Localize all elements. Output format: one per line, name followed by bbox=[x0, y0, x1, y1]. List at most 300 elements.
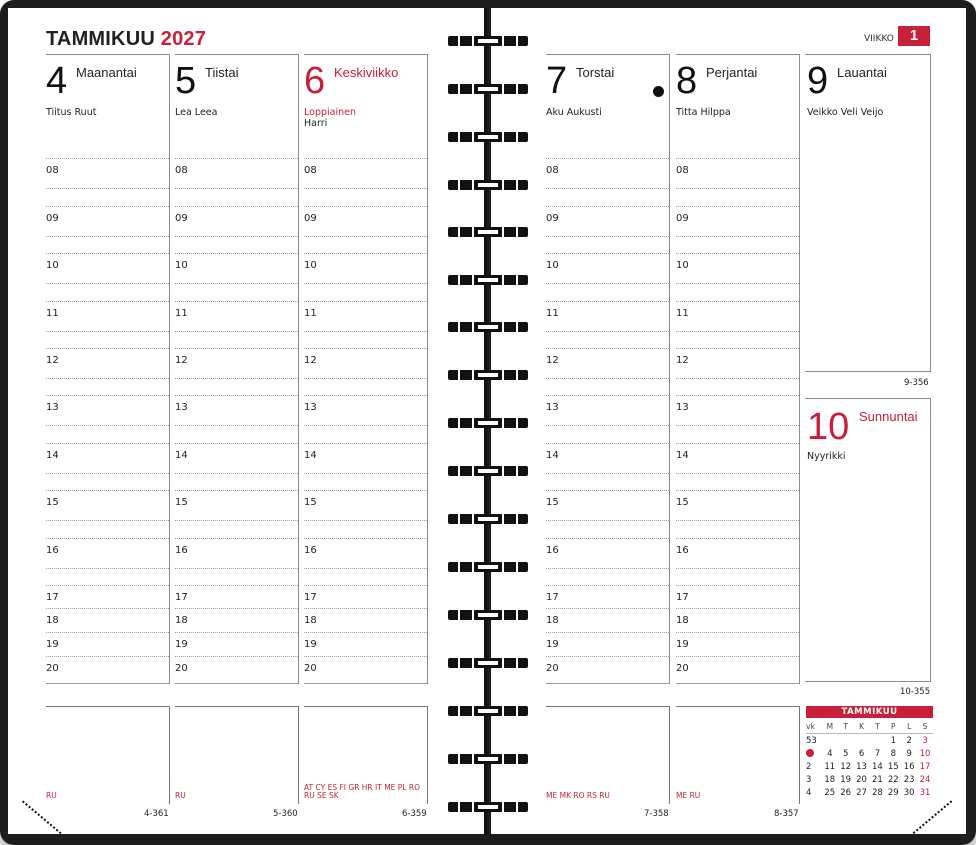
half-hour-divider bbox=[546, 331, 669, 332]
half-hour-divider bbox=[676, 473, 799, 474]
mini-calendar-title: TAMMIKUU bbox=[806, 706, 933, 718]
hour-divider bbox=[546, 490, 669, 491]
hour-divider bbox=[546, 158, 669, 159]
mini-calendar-week-row bbox=[806, 734, 933, 748]
hour-label: 16 bbox=[304, 545, 317, 556]
mini-calendar-cell: 3 bbox=[922, 735, 928, 746]
hour-divider bbox=[46, 301, 169, 302]
hour-divider bbox=[175, 490, 298, 491]
day-of-year-count: 7-358 bbox=[644, 809, 669, 819]
hour-divider bbox=[304, 585, 427, 586]
spiral-ring bbox=[448, 554, 528, 580]
mini-calendar-cell: 7 bbox=[874, 748, 881, 759]
hour-divider bbox=[304, 656, 427, 657]
hour-divider bbox=[175, 656, 298, 657]
mini-calendar-cell: 21 bbox=[872, 774, 883, 785]
half-hour-divider bbox=[46, 520, 169, 521]
mini-calendar-cell: 14 bbox=[872, 761, 883, 772]
column-bottom-line bbox=[46, 683, 169, 684]
spiral-ring bbox=[448, 794, 528, 820]
day-number: 7 bbox=[546, 60, 568, 102]
hour-label: 10 bbox=[175, 260, 188, 271]
hour-label: 13 bbox=[676, 402, 689, 413]
hour-label: 19 bbox=[304, 639, 317, 650]
hour-divider bbox=[676, 490, 799, 491]
spiral-ring bbox=[448, 172, 528, 198]
day-column[interactable] bbox=[46, 54, 170, 684]
half-hour-divider bbox=[46, 188, 169, 189]
spiral-ring bbox=[448, 602, 528, 628]
name-day-text: Aku Aukusti bbox=[546, 107, 602, 118]
spiral-ring bbox=[448, 314, 528, 340]
hour-label: 12 bbox=[676, 355, 689, 366]
hour-divider bbox=[304, 443, 427, 444]
hour-label: 15 bbox=[46, 497, 59, 508]
hour-label: 08 bbox=[46, 165, 59, 176]
half-hour-divider bbox=[676, 188, 799, 189]
mini-calendar-week-row bbox=[806, 760, 933, 773]
spiral-ring bbox=[448, 219, 528, 245]
spiral-ring bbox=[448, 650, 528, 676]
month-year: 2027 bbox=[160, 28, 207, 50]
mini-calendar-cell bbox=[838, 734, 854, 748]
mini-calendar-grid bbox=[806, 720, 933, 799]
sunday-namedays: Nyyrikki bbox=[807, 451, 846, 462]
hour-label: 08 bbox=[676, 165, 689, 176]
sunday-number: 10 bbox=[807, 406, 850, 448]
hour-divider bbox=[175, 443, 298, 444]
half-hour-divider bbox=[175, 473, 298, 474]
hour-label: 12 bbox=[46, 355, 59, 366]
half-hour-divider bbox=[46, 473, 169, 474]
mini-calendar-header-cell: P bbox=[885, 720, 901, 734]
half-hour-divider bbox=[304, 568, 427, 569]
mini-calendar-week-row bbox=[806, 747, 933, 760]
mini-calendar-header-cell: vk bbox=[806, 720, 822, 734]
half-hour-divider bbox=[304, 236, 427, 237]
half-hour-divider bbox=[546, 378, 669, 379]
half-hour-divider bbox=[676, 425, 799, 426]
hour-label: 19 bbox=[676, 639, 689, 650]
hour-label: 10 bbox=[304, 260, 317, 271]
day-name: Keskiviikko bbox=[334, 65, 399, 80]
hour-divider bbox=[676, 301, 799, 302]
week-number-badge: 1 bbox=[898, 26, 930, 46]
hour-label: 16 bbox=[676, 545, 689, 556]
notes-box[interactable] bbox=[304, 706, 428, 804]
hour-label: 18 bbox=[546, 615, 559, 626]
hour-label: 14 bbox=[46, 450, 59, 461]
hour-divider bbox=[46, 395, 169, 396]
hour-label: 19 bbox=[46, 639, 59, 650]
hour-divider bbox=[546, 585, 669, 586]
half-hour-divider bbox=[676, 331, 799, 332]
half-hour-divider bbox=[175, 236, 298, 237]
hour-label: 20 bbox=[304, 663, 317, 674]
hour-label: 18 bbox=[304, 615, 317, 626]
day-name: Perjantai bbox=[706, 65, 758, 80]
half-hour-divider bbox=[304, 520, 427, 521]
name-day-text: Titta Hilppa bbox=[676, 107, 731, 118]
hour-label: 10 bbox=[676, 260, 689, 271]
hour-label: 15 bbox=[546, 497, 559, 508]
hour-label: 09 bbox=[46, 213, 59, 224]
hour-divider bbox=[175, 608, 298, 609]
half-hour-divider bbox=[175, 568, 298, 569]
mini-calendar-cell: 12 bbox=[840, 761, 852, 772]
hour-divider bbox=[546, 301, 669, 302]
half-hour-divider bbox=[546, 283, 669, 284]
hour-divider bbox=[546, 253, 669, 254]
hour-divider bbox=[546, 206, 669, 207]
day-column[interactable] bbox=[546, 54, 670, 684]
mini-calendar-cell: 27 bbox=[856, 787, 867, 798]
spiral-ring bbox=[448, 267, 528, 293]
hour-label: 08 bbox=[304, 165, 317, 176]
mini-calendar-cell: 53 bbox=[806, 735, 817, 746]
hour-divider bbox=[46, 608, 169, 609]
hour-divider bbox=[304, 206, 427, 207]
half-hour-divider bbox=[46, 331, 169, 332]
hour-divider bbox=[676, 632, 799, 633]
day-number: 8 bbox=[676, 60, 698, 102]
mini-calendar-cell: 13 bbox=[856, 761, 867, 772]
hour-divider bbox=[175, 348, 298, 349]
hour-label: 11 bbox=[175, 308, 188, 319]
half-hour-divider bbox=[175, 283, 298, 284]
hour-divider bbox=[676, 348, 799, 349]
mini-calendar-cell: 23 bbox=[903, 774, 915, 785]
hour-divider bbox=[676, 253, 799, 254]
spiral-ring bbox=[448, 362, 528, 388]
hour-divider bbox=[304, 253, 427, 254]
spiral-ring bbox=[448, 410, 528, 436]
mini-calendar-header-cell: T bbox=[870, 720, 886, 734]
name-day-text: Tiitus Ruut bbox=[46, 107, 97, 118]
hour-label: 14 bbox=[676, 450, 689, 461]
month-title bbox=[46, 28, 206, 51]
mini-calendar-cell: 22 bbox=[887, 774, 899, 785]
saturday-box[interactable] bbox=[805, 54, 931, 372]
hour-label: 11 bbox=[46, 308, 59, 319]
day-of-year-count: 4-361 bbox=[144, 809, 169, 819]
half-hour-divider bbox=[304, 425, 427, 426]
hour-divider bbox=[46, 443, 169, 444]
mini-calendar-cell: 10 bbox=[919, 748, 931, 759]
mini-calendar-header-cell: K bbox=[854, 720, 870, 734]
mini-calendar-cell: 26 bbox=[840, 787, 852, 798]
hour-label: 16 bbox=[175, 545, 188, 556]
hour-divider bbox=[546, 632, 669, 633]
sunday-box[interactable] bbox=[805, 398, 931, 682]
half-hour-divider bbox=[175, 520, 298, 521]
hour-divider bbox=[304, 608, 427, 609]
sunday-name: Sunnuntai bbox=[859, 409, 918, 424]
hour-label: 15 bbox=[676, 497, 689, 508]
half-hour-divider bbox=[676, 236, 799, 237]
spiral-ring bbox=[448, 124, 528, 150]
mini-calendar-header-cell: S bbox=[917, 720, 933, 734]
hour-label: 20 bbox=[546, 663, 559, 674]
hour-divider bbox=[46, 348, 169, 349]
hour-divider bbox=[175, 206, 298, 207]
mini-calendar-header-cell: T bbox=[838, 720, 854, 734]
day-of-year-count: 8-357 bbox=[774, 809, 799, 819]
half-hour-divider bbox=[676, 378, 799, 379]
mini-calendar-cell bbox=[870, 734, 886, 748]
mini-calendar-week-row bbox=[806, 773, 933, 786]
hour-divider bbox=[676, 395, 799, 396]
hour-label: 16 bbox=[546, 545, 559, 556]
hour-label: 14 bbox=[546, 450, 559, 461]
mini-calendar-header-cell: M bbox=[822, 720, 838, 734]
half-hour-divider bbox=[676, 283, 799, 284]
day-column[interactable] bbox=[175, 54, 299, 684]
half-hour-divider bbox=[546, 425, 669, 426]
notes-box[interactable] bbox=[546, 706, 670, 804]
hour-divider bbox=[175, 253, 298, 254]
half-hour-divider bbox=[46, 378, 169, 379]
hour-label: 11 bbox=[546, 308, 559, 319]
name-days bbox=[175, 107, 217, 118]
mini-calendar-week-row bbox=[806, 786, 933, 799]
half-hour-divider bbox=[546, 473, 669, 474]
hour-label: 15 bbox=[304, 497, 317, 508]
hour-label: 12 bbox=[546, 355, 559, 366]
hour-divider bbox=[175, 585, 298, 586]
hour-label: 19 bbox=[546, 639, 559, 650]
hour-divider bbox=[676, 158, 799, 159]
half-hour-divider bbox=[46, 568, 169, 569]
mini-calendar-cell: 6 bbox=[858, 748, 865, 759]
mini-calendar-cell: 25 bbox=[824, 787, 836, 798]
sunday-daycount: 10-355 bbox=[900, 687, 931, 697]
hour-divider bbox=[304, 348, 427, 349]
half-hour-divider bbox=[175, 188, 298, 189]
hour-label: 11 bbox=[676, 308, 689, 319]
hour-label: 12 bbox=[304, 355, 317, 366]
hour-label: 09 bbox=[304, 213, 317, 224]
hour-label: 13 bbox=[46, 402, 59, 413]
country-holiday-codes: RU bbox=[175, 791, 186, 800]
mini-calendar-cell: 30 bbox=[903, 787, 915, 798]
hour-label: 18 bbox=[175, 615, 188, 626]
saturday-namedays: Veikko Veli Veijo bbox=[807, 107, 884, 118]
hour-label: 17 bbox=[175, 592, 188, 603]
hour-label: 15 bbox=[175, 497, 188, 508]
half-hour-divider bbox=[46, 283, 169, 284]
current-week-marker-icon bbox=[806, 747, 822, 760]
half-hour-divider bbox=[175, 378, 298, 379]
day-number: 5 bbox=[175, 60, 197, 102]
hour-label: 11 bbox=[304, 308, 317, 319]
hour-divider bbox=[175, 158, 298, 159]
mini-calendar-cell: 16 bbox=[903, 761, 915, 772]
name-day-text: Harri bbox=[304, 118, 328, 129]
day-number: 6 bbox=[304, 60, 326, 102]
hour-label: 13 bbox=[546, 402, 559, 413]
saturday-daycount: 9-356 bbox=[904, 378, 929, 388]
country-holiday-codes: RU bbox=[46, 791, 57, 800]
mini-calendar-cell: 29 bbox=[887, 787, 899, 798]
half-hour-divider bbox=[304, 378, 427, 379]
country-holiday-codes: ME RU bbox=[676, 791, 701, 800]
mini-calendar-header-cell: L bbox=[901, 720, 917, 734]
day-name: Tiistai bbox=[205, 65, 239, 80]
spiral-ring bbox=[448, 28, 528, 54]
hour-divider bbox=[304, 490, 427, 491]
mini-calendar-cell: 31 bbox=[919, 787, 931, 798]
day-name: Maanantai bbox=[76, 65, 137, 80]
day-number: 4 bbox=[46, 60, 68, 102]
mini-calendar-cell: 18 bbox=[824, 774, 836, 785]
hour-divider bbox=[175, 632, 298, 633]
hour-divider bbox=[46, 538, 169, 539]
hour-label: 20 bbox=[46, 663, 59, 674]
hour-divider bbox=[676, 538, 799, 539]
name-days bbox=[546, 107, 602, 118]
mini-calendar-cell bbox=[822, 734, 838, 748]
hour-label: 20 bbox=[175, 663, 188, 674]
hour-divider bbox=[46, 158, 169, 159]
hour-divider bbox=[46, 585, 169, 586]
half-hour-divider bbox=[546, 520, 669, 521]
mini-calendar-cell: 20 bbox=[856, 774, 867, 785]
hour-divider bbox=[304, 632, 427, 633]
hour-divider bbox=[175, 395, 298, 396]
hour-divider bbox=[46, 253, 169, 254]
half-hour-divider bbox=[304, 473, 427, 474]
hour-label: 20 bbox=[676, 663, 689, 674]
day-column[interactable] bbox=[304, 54, 428, 684]
mini-calendar-cell: 4 bbox=[806, 787, 812, 798]
mini-calendar-cell: 11 bbox=[824, 761, 836, 772]
hour-divider bbox=[676, 656, 799, 657]
half-hour-divider bbox=[175, 331, 298, 332]
hour-label: 18 bbox=[676, 615, 689, 626]
spiral-ring bbox=[448, 506, 528, 532]
mini-calendar-cell: 1 bbox=[890, 735, 897, 746]
mini-calendar-cell: 4 bbox=[827, 748, 833, 759]
hour-divider bbox=[46, 656, 169, 657]
hour-divider bbox=[546, 348, 669, 349]
hour-divider bbox=[46, 632, 169, 633]
half-hour-divider bbox=[46, 236, 169, 237]
holiday-name: Loppiainen bbox=[304, 107, 356, 118]
spiral-ring bbox=[448, 698, 528, 724]
hour-divider bbox=[676, 206, 799, 207]
hour-divider bbox=[676, 443, 799, 444]
spiral-ring bbox=[448, 746, 528, 772]
hour-label: 09 bbox=[676, 213, 689, 224]
half-hour-divider bbox=[546, 568, 669, 569]
mini-calendar-cell: 8 bbox=[890, 748, 897, 759]
spiral-ring bbox=[448, 458, 528, 484]
hour-label: 10 bbox=[46, 260, 59, 271]
mini-calendar-cell: 24 bbox=[919, 774, 931, 785]
half-hour-divider bbox=[175, 425, 298, 426]
mini-calendar-cell: 28 bbox=[872, 787, 883, 798]
hour-label: 13 bbox=[304, 402, 317, 413]
column-bottom-line bbox=[546, 683, 669, 684]
column-bottom-line bbox=[676, 683, 799, 684]
hour-divider bbox=[304, 395, 427, 396]
hour-divider bbox=[676, 585, 799, 586]
notes-box[interactable] bbox=[46, 706, 170, 804]
hour-label: 12 bbox=[175, 355, 188, 366]
full-moon-icon bbox=[653, 86, 664, 97]
mini-calendar-cell: 2 bbox=[906, 735, 912, 746]
hour-label: 17 bbox=[546, 592, 559, 603]
half-hour-divider bbox=[546, 188, 669, 189]
notes-box[interactable] bbox=[676, 706, 800, 804]
hour-divider bbox=[175, 538, 298, 539]
hour-label: 13 bbox=[175, 402, 188, 413]
column-bottom-line bbox=[175, 683, 298, 684]
day-name: Torstai bbox=[576, 65, 615, 80]
country-holiday-codes: AT CY ES FI GR HR IT ME PL RO RU SE SK bbox=[304, 783, 420, 800]
half-hour-divider bbox=[304, 188, 427, 189]
half-hour-divider bbox=[46, 425, 169, 426]
half-hour-divider bbox=[676, 568, 799, 569]
half-hour-divider bbox=[546, 236, 669, 237]
country-holiday-codes: ME MK RO RS RU bbox=[546, 791, 610, 800]
hour-label: 08 bbox=[175, 165, 188, 176]
hour-label: 16 bbox=[46, 545, 59, 556]
hour-divider bbox=[546, 443, 669, 444]
hour-label: 09 bbox=[175, 213, 188, 224]
hour-divider bbox=[304, 301, 427, 302]
name-days bbox=[304, 107, 356, 129]
week-label: VIIKKO bbox=[864, 34, 894, 44]
mini-calendar-cell: 15 bbox=[887, 761, 899, 772]
name-days bbox=[676, 107, 731, 118]
month-name: TAMMIKUU bbox=[46, 28, 155, 50]
mini-calendar-cell: 5 bbox=[842, 748, 849, 759]
day-of-year-count: 6-359 bbox=[402, 809, 427, 819]
hour-label: 17 bbox=[46, 592, 59, 603]
day-column[interactable] bbox=[676, 54, 800, 684]
hour-label: 10 bbox=[546, 260, 559, 271]
hour-divider bbox=[175, 301, 298, 302]
hour-divider bbox=[546, 608, 669, 609]
hour-divider bbox=[304, 158, 427, 159]
hour-divider bbox=[304, 538, 427, 539]
hour-divider bbox=[546, 538, 669, 539]
saturday-name: Lauantai bbox=[837, 65, 887, 80]
mini-calendar-cell: 19 bbox=[840, 774, 852, 785]
name-day-text: Lea Leea bbox=[175, 107, 218, 118]
hour-divider bbox=[46, 490, 169, 491]
half-hour-divider bbox=[676, 520, 799, 521]
spiral-ring bbox=[448, 76, 528, 102]
half-hour-divider bbox=[304, 283, 427, 284]
half-hour-divider bbox=[304, 331, 427, 332]
hour-divider bbox=[546, 656, 669, 657]
hour-label: 14 bbox=[304, 450, 317, 461]
mini-calendar-cell bbox=[854, 734, 870, 748]
column-bottom-line bbox=[304, 683, 427, 684]
saturday-number: 9 bbox=[807, 60, 829, 102]
hour-label: 17 bbox=[304, 592, 317, 603]
hour-label: 19 bbox=[175, 639, 188, 650]
name-days bbox=[46, 107, 96, 118]
hour-label: 14 bbox=[175, 450, 188, 461]
hour-label: 17 bbox=[676, 592, 689, 603]
hour-label: 08 bbox=[546, 165, 559, 176]
mini-calendar-cell: 17 bbox=[919, 761, 931, 772]
notes-box[interactable] bbox=[175, 706, 299, 804]
